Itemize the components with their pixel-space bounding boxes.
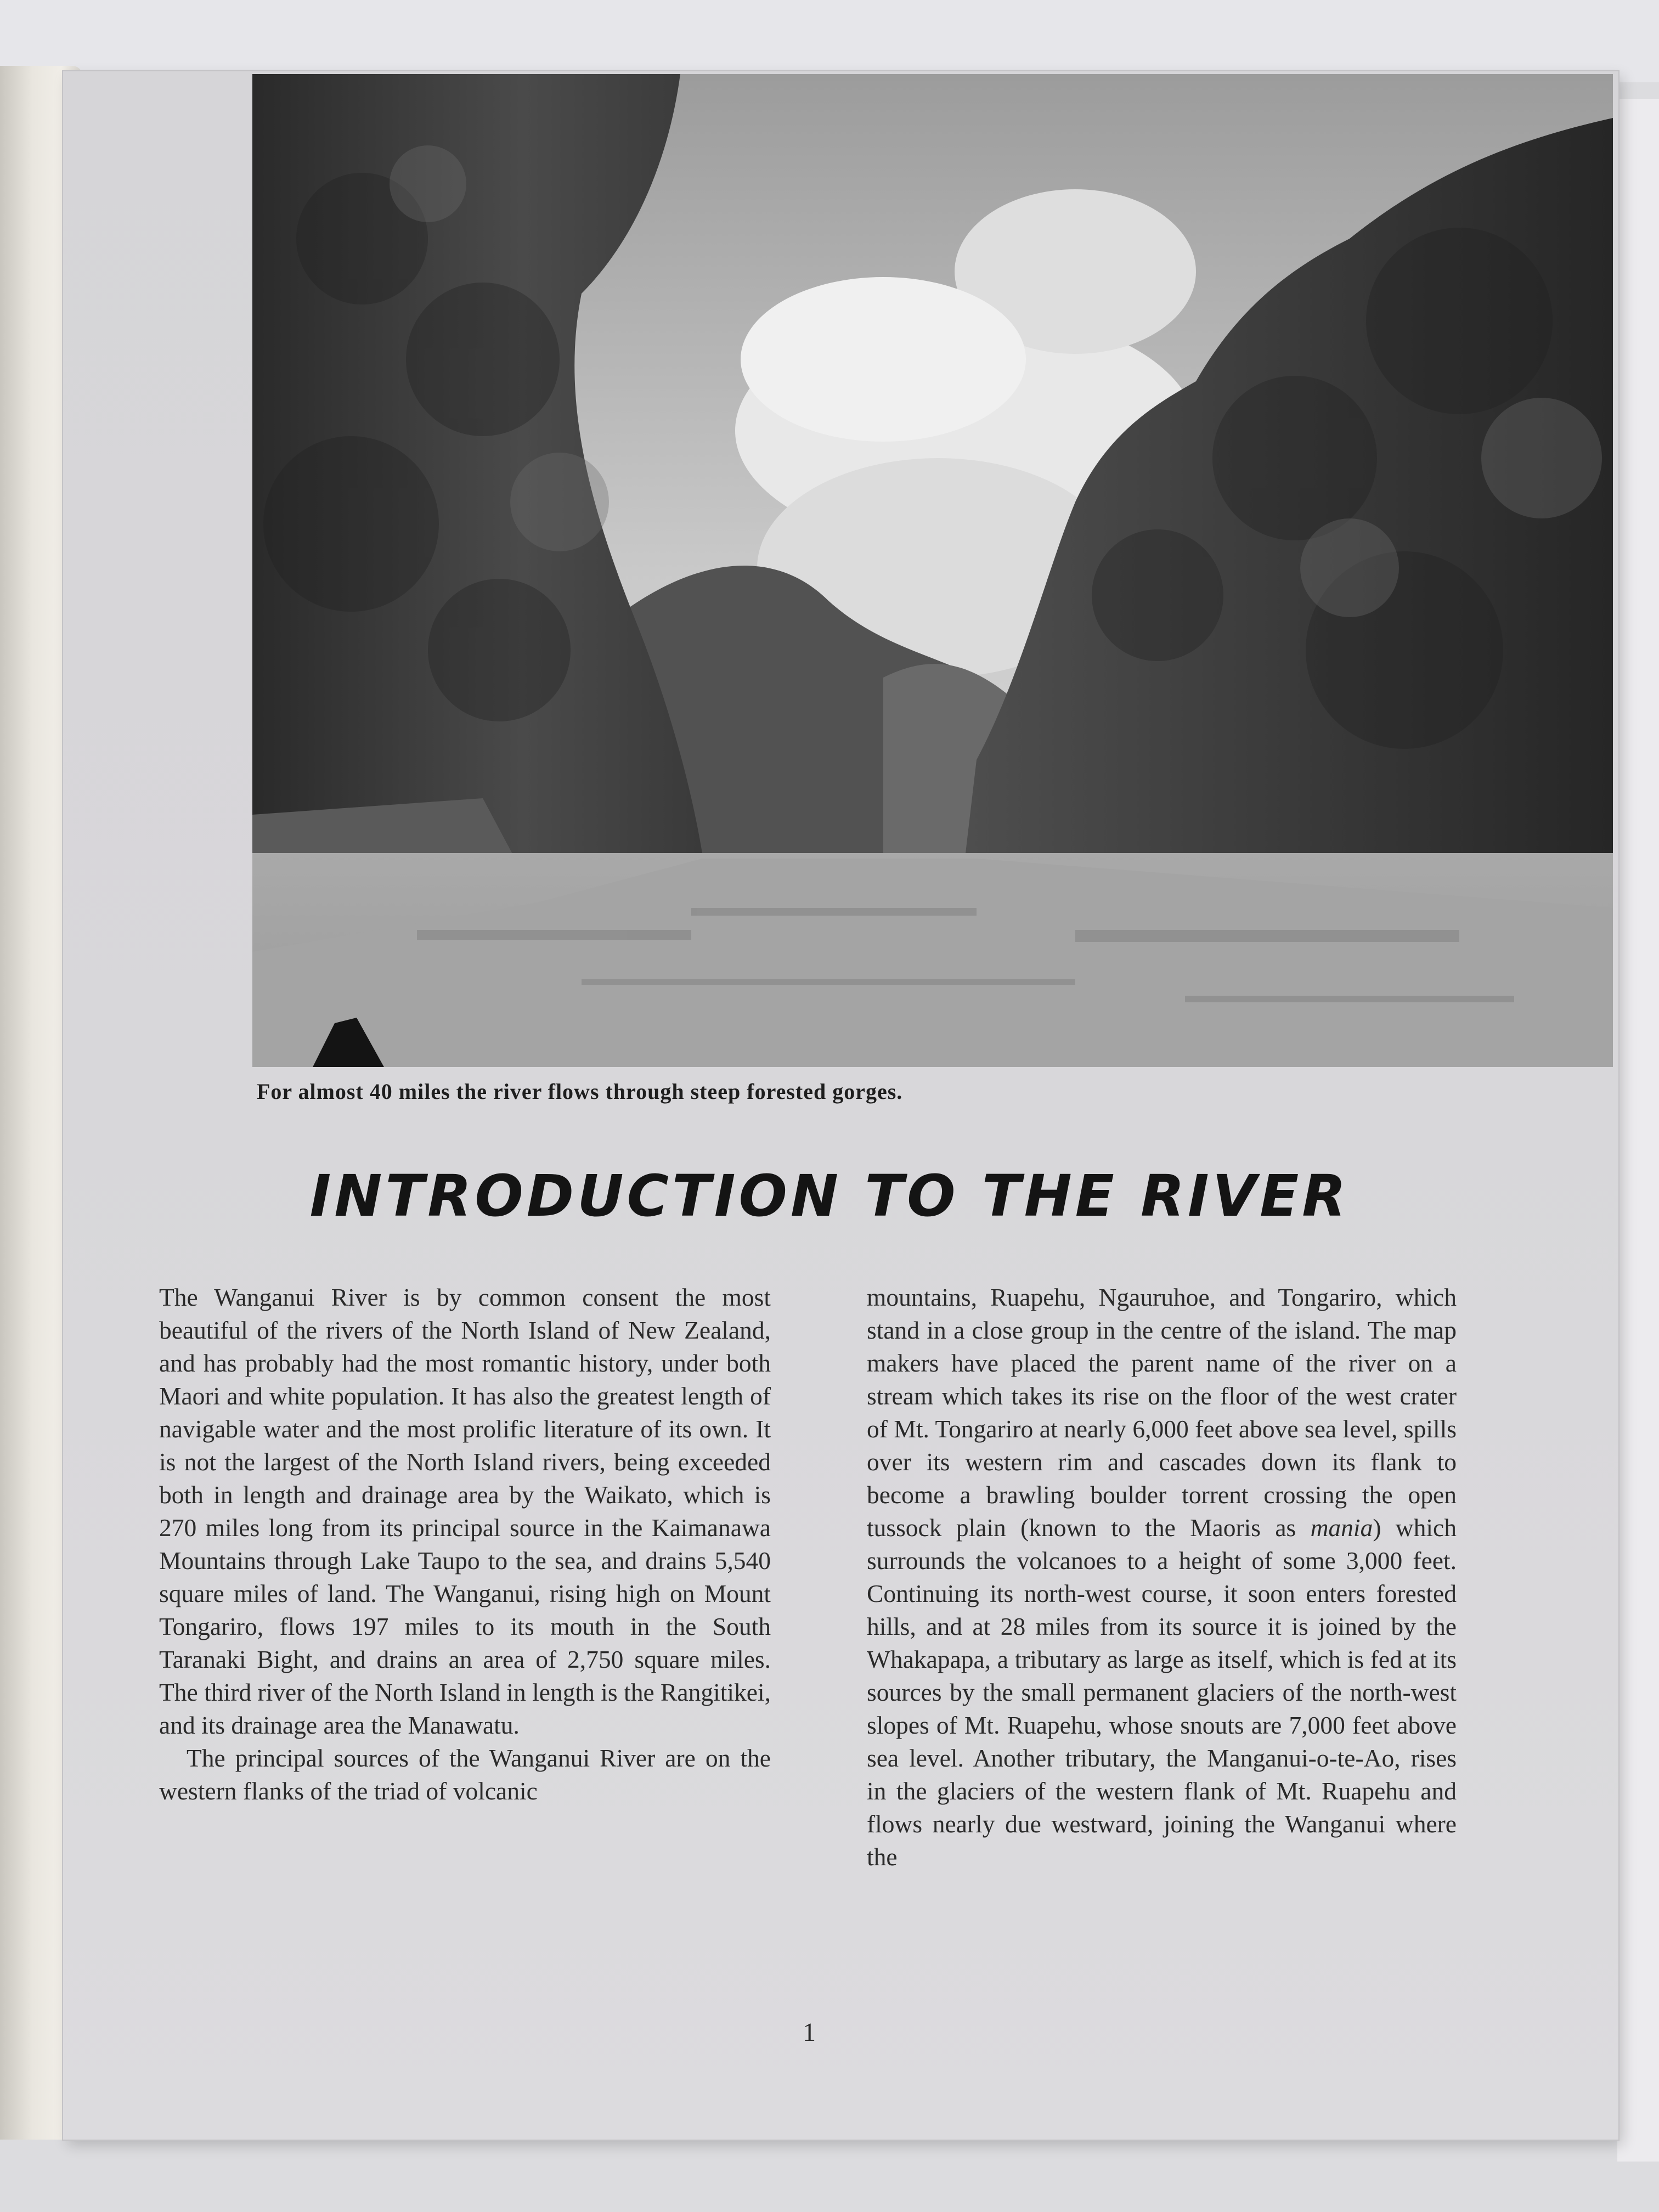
body-paragraph: The principal sources of the Wanganui River are on the western flanks of the triad of volcanic [159, 1744, 771, 1805]
paragraph-text: ) which surrounds the volcanoes to a height of some 3,000 feet. Continuing its north-west course, it soon enters forested hills, and at 28 miles from its source it is joined by the Whakapapa, a tributary as large as itself, which is fed at its sources by the small permanent glaciers of the north-west slopes of Mt. Ruapehu, whose snouts are 7,000 feet above sea level. Another tributary, the Manganui-o-te-Ao, rises in the glaciers of the western flank of Mt. Ruapehu and flows nearly due westward, joining the Wanganui where the [867, 1514, 1457, 1871]
italic-word: mania [1310, 1514, 1373, 1542]
right-text-column [867, 1281, 1457, 1874]
photo-caption: For almost 40 miles the river flows through steep forested gorges. [257, 1079, 903, 1104]
body-paragraph: The Wanganui River is by common consent the most beautiful of the rivers of the North Island of New Zealand, and has probably had the most romantic history, under both Maori and white population. It has also the greatest length of navigable water and the most prolific literature of its own. It is not the largest of the North Island rivers, being exceeded both in length and drainage area by the Waikato, which is 270 miles long from its principal source in the Kaimanawa Mountains through Lake Taupo to the sea, and drains 5,540 square miles of land. The Wanganui, rising high on Mount Tongariro, flows 197 miles to its mouth in the South Taranaki Bight, and drains an area of 2,750 square miles. The third river of the North Island in length is the Rangitikei, and its drainage area the Manawatu. [159, 1283, 771, 1739]
background [0, 0, 1659, 82]
body-paragraph [867, 1281, 1457, 1874]
page-edge [1617, 99, 1659, 2162]
page-number: 1 [803, 2018, 816, 2047]
left-text-column [159, 1281, 771, 1808]
river-gorge-photograph [252, 74, 1613, 1067]
section-title: INTRODUCTION TO THE RIVER [309, 1163, 1350, 1229]
paragraph-text: mountains, Ruapehu, Ngauruhoe, and Tongariro, which stand in a close group in the centre of the island. The map makers have placed the parent name of the river on a stream which takes its rise on the floor of the west crater of Mt. Tongariro at nearly 6,000 feet above sea level, spills over its western rim and cascades down its flank to become a brawling boulder torrent crossing the open tussock plain (known to the Maoris as [867, 1283, 1457, 1542]
